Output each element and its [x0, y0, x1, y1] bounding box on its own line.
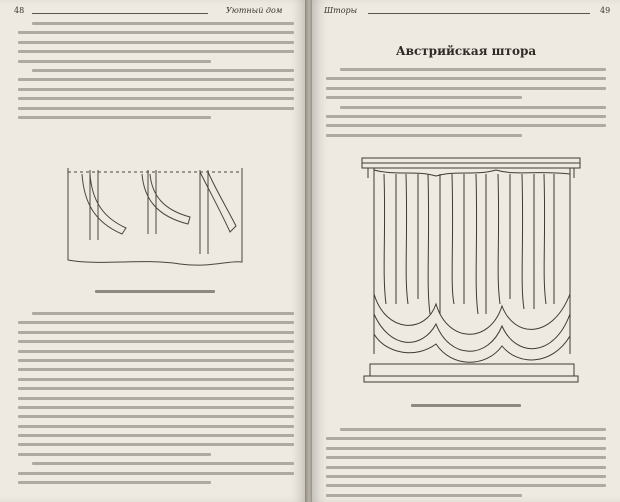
right-text-block-1	[326, 68, 606, 143]
left-page-header	[14, 6, 298, 20]
left-header-rule	[32, 13, 208, 14]
left-text-block-1	[18, 22, 294, 125]
right-page	[312, 0, 620, 502]
figure-15-caption	[352, 404, 580, 407]
right-header-rule	[368, 13, 590, 14]
figure-14-caption	[40, 290, 270, 293]
right-page-number: 49	[600, 6, 611, 15]
left-page	[0, 0, 306, 502]
right-page-header	[324, 6, 611, 20]
right-text-block-2	[326, 428, 606, 502]
section-heading: Австрийская штора	[395, 44, 537, 58]
figure-14-drawing	[60, 162, 250, 282]
right-running-title: Шторы	[324, 6, 358, 15]
figure-15-austrian-blind-drawing	[356, 154, 586, 390]
left-page-number: 48	[14, 6, 25, 15]
left-text-block-2	[18, 312, 294, 490]
left-running-title: Уютный дом	[226, 6, 283, 15]
